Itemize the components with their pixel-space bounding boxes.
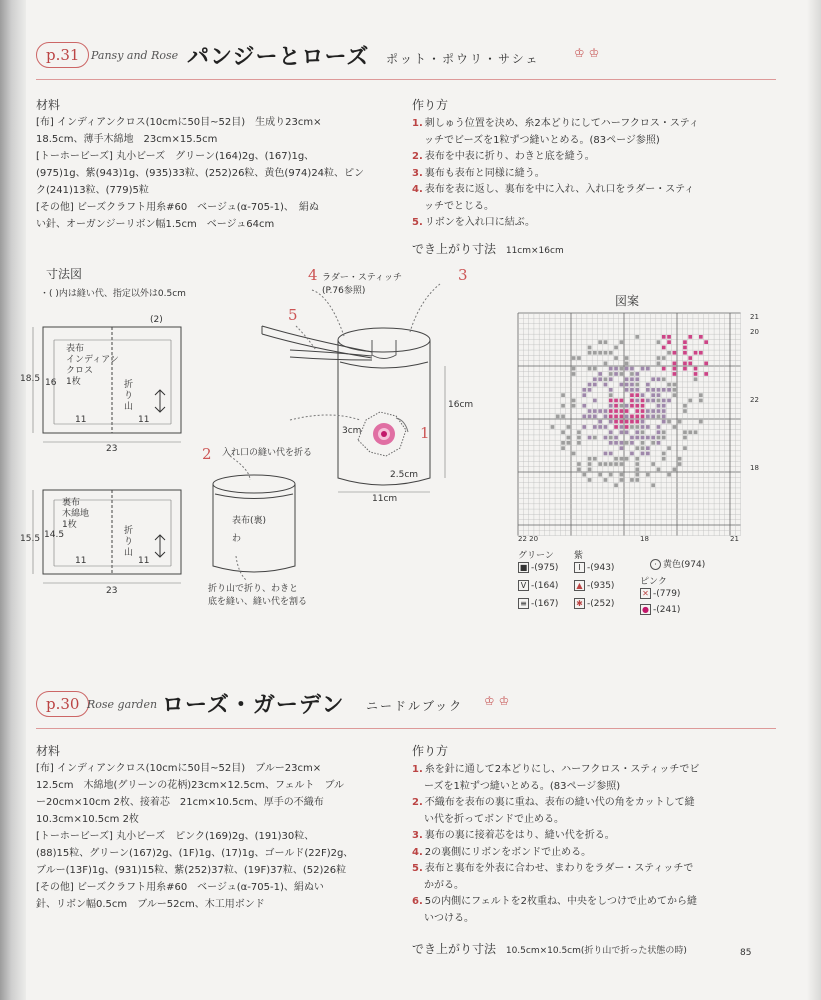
materials-heading-2: 材料 (36, 744, 61, 758)
step-3-marker: 3 (458, 266, 468, 284)
step-number: 5. (412, 217, 423, 228)
outer-height: 18.5 (20, 374, 41, 384)
legend-swatch: ● (640, 604, 651, 615)
method-step-line: ッチでビーズを1粒ずつ縫いとめる。(83ページ参照) (424, 134, 660, 146)
chart-grid (518, 313, 741, 536)
materials-list-2 (36, 760, 396, 913)
lining-label-line: 1枚 (62, 520, 77, 530)
axis-top-right: 21 (750, 313, 759, 321)
step-number: 6. (412, 896, 423, 907)
outer-width: 23 (106, 444, 118, 454)
fold-label-char: 山 (124, 548, 134, 558)
diagram-note: ・( )内は縫い代、指定以外は0.5cm (40, 289, 186, 299)
method-step-line: 1. 刺しゅう位置を決め、糸2本どりにしてハーフクロス・スティ (412, 118, 699, 129)
lining-panel-label (62, 498, 112, 531)
step-number: 3. (412, 830, 423, 841)
crown-icon-2: ♔ ♔ (484, 694, 510, 708)
method-step-line: 5. リボンを入れ口に結ぶ。 (412, 217, 535, 228)
legend-yellow: · 黄色(974) (650, 557, 705, 570)
legend-swatch: I (574, 562, 585, 573)
finished-size-2: でき上がり寸法 10.5cm×10.5cm(折り山で折った状態の時) (412, 942, 687, 956)
materials-line: 針、リボン幅0.5cm ブルー52cm、木工用ボンド (36, 899, 265, 910)
method-step-line: ーズを1粒ずつ縫いとめる。(83ページ参照) (424, 780, 621, 792)
lining-fold-label (124, 526, 134, 559)
materials-line: 12.5cm 木綿地(グリーンの花柄)23cm×12.5cm、フェルト ブル (36, 780, 345, 791)
subtitle: ポット・ポウリ・サシェ (386, 52, 540, 66)
legend-code: -(935) (587, 581, 615, 591)
method-step-line: 3. 裏布も表布と同様に縫う。 (412, 167, 545, 179)
method-step-line: ッチでとじる。 (424, 200, 494, 212)
bag2-note-line: 底を縫い、縫い代を割る (208, 597, 308, 607)
legend-purple: 紫 (574, 551, 584, 561)
method-step-line: 4. 2の裏側にリボンをボンドで止める。 (412, 846, 592, 858)
legend-swatch: ■ (519, 563, 528, 572)
title-jp-2: ローズ・ガーデン (162, 693, 345, 718)
outer-half-left: 11 (75, 415, 87, 425)
outer-label-line: クロス (66, 366, 94, 376)
legend-green: グリーン (518, 551, 554, 561)
legend-swatch: ✕ (640, 588, 651, 599)
fold-label-char: 折 (124, 380, 134, 390)
subtitle-2: ニードルブック (366, 699, 464, 713)
lining-label-line: 裏布 (62, 498, 81, 508)
method-step-line: 2. 不織布を表布の裏に重ね、表布の縫い代の角をカットして縫 (412, 797, 695, 808)
legend-swatch: V (518, 580, 529, 591)
bag-dist: 3cm (342, 426, 362, 436)
title-jp: パンジーとローズ (187, 45, 370, 70)
bag2-label-line: わ (232, 534, 242, 544)
step-number: 3. (412, 167, 423, 179)
method-step-line: 5. 表布と裏布を外表に合わせ、まわりをラダー・スティッチで (412, 863, 694, 874)
outer-label-line: インディアン (66, 355, 119, 365)
step-number: 1. (412, 118, 423, 129)
method-step-line: かがる。 (424, 879, 464, 891)
materials-line: ク(241)13粒、(779)5粒 (36, 185, 149, 196)
lining-width: 23 (106, 586, 118, 596)
legend-item (518, 598, 558, 609)
step-2-marker: 2 (202, 445, 212, 463)
outer-half-right: 11 (138, 415, 150, 425)
legend-code: -(779) (653, 589, 681, 599)
axis-right-2: 22 (750, 396, 759, 404)
materials-line: [その他] ビーズクラフト用糸#60 ベージュ(α-705-1)、 絹ぬ (36, 202, 319, 213)
legend-item (640, 604, 680, 615)
fold-label-char: り (124, 537, 134, 547)
legend-item (574, 580, 614, 591)
legend-item (574, 562, 614, 573)
step-number: 5. (412, 863, 423, 874)
lining-half-right: 11 (138, 556, 150, 566)
materials-line: [トーホービーズ] 丸小ビーズ ピンク(169)2g、(191)30粒、 (36, 831, 315, 842)
seam-allowance-label: (2) (150, 315, 163, 325)
bag-bottom: 2.5cm (390, 470, 419, 480)
step-4-marker: 4 (308, 266, 318, 284)
step-number: 2. (412, 797, 423, 808)
page-number: 85 (740, 948, 752, 958)
legend-code: -(252) (587, 599, 615, 609)
outer-inner: 16 (45, 378, 57, 388)
method-steps-2 (412, 762, 772, 927)
step-number: 2. (412, 151, 423, 162)
fold-label-char: り (124, 391, 134, 401)
legend-code: -(167) (531, 599, 559, 609)
lining-height: 15.5 (20, 534, 41, 544)
crown-icon: ♔ ♔ (574, 46, 600, 60)
method-step-line: いつける。 (424, 912, 474, 924)
materials-line: い針、オーガンジーリボン幅1.5cm ベージュ64cm (36, 219, 275, 230)
step-2-label: 入れ口の縫い代を折る (222, 448, 313, 458)
fold-label-char: 折 (124, 526, 134, 536)
materials-heading: 材料 (36, 98, 61, 112)
bag-height: 16cm (448, 400, 474, 410)
materials-line: 10.3cm×10.5cm 2枚 (36, 814, 139, 825)
axis-bottom-mid: 18 (640, 535, 649, 543)
method-step-line: い代を折ってボンドで止める。 (424, 813, 564, 825)
method-step-line: 1. 糸を針に通して2本どりにし、ハーフクロス・スティッチでビ (412, 764, 700, 775)
bag2-label-line: 表布(裏) (232, 516, 267, 526)
step-4-label: ラダー・スティッチ (322, 273, 403, 283)
legend-item (518, 562, 558, 573)
method-step-line: 4. 表布を表に返し、裏布を中に入れ、入れ口をラダー・スティ (412, 184, 695, 195)
legend-item (518, 580, 558, 591)
bag2-note-line: 折り山で折り、わきと (208, 584, 299, 594)
materials-line: [布] インディアンクロス(10cmに50目~52目) 生成り23cm× (36, 117, 322, 128)
lining-half-left: 11 (75, 556, 87, 566)
step-1-marker: 1 (420, 424, 430, 442)
legend-item (574, 598, 614, 609)
legend-swatch: ≡ (518, 598, 529, 609)
lining-label-line: 木綿地 (62, 509, 90, 519)
chart-heading: 図案 (615, 294, 640, 308)
materials-line: [その他] ビーズクラフト用糸#60 ベージュ(α-705-1)、絹ぬい (36, 882, 324, 893)
page-ref-badge: p.31 (36, 42, 89, 68)
method-step-line: 6. 5の内側にフェルトを2枚重ね、中央をしつけで止めてから縫 (412, 896, 697, 907)
materials-line: [トーホービーズ] 丸小ビーズ グリーン(164)2g、(167)1g、 (36, 151, 315, 162)
outer-label-line: 表布 (66, 344, 85, 354)
step-5-marker: 5 (288, 306, 298, 324)
legend-swatch: ✱ (574, 598, 585, 609)
axis-bottom-right: 21 (730, 535, 739, 543)
materials-line: ー20cm×10cm 2枚、接着芯 21cm×10.5cm、厚手の不織布 (36, 797, 324, 808)
step-number: 4. (412, 846, 423, 858)
legend-item (640, 588, 680, 599)
legend-code: -(164) (531, 581, 559, 591)
legend-code: -(241) (653, 605, 681, 615)
axis-right-1: 20 (750, 328, 759, 336)
legend-code: -(943) (587, 563, 615, 573)
header-rule-2 (36, 728, 776, 729)
method-step-line: 3. 裏布の裏に接着芯をはり、縫い代を折る。 (412, 830, 615, 841)
bag2-label (232, 512, 282, 548)
lining-inner: 14.5 (44, 530, 65, 540)
legend-code: -(975) (531, 563, 559, 573)
materials-line: 18.5cm、薄手木綿地 23cm×15.5cm (36, 134, 218, 145)
finished-size: でき上がり寸法 11cm×16cm (412, 242, 564, 256)
materials-line: [布] インディアンクロス(10cmに50目~52目) ブルー23cm× (36, 763, 322, 774)
outer-fold-label (124, 380, 134, 413)
page-ref-badge-2: p.30 (36, 691, 89, 717)
method-step-line: 2. 表布を中表に折り、わきと底を縫う。 (412, 151, 595, 162)
legend-swatch: ▲ (574, 580, 585, 591)
method-heading-2: 作り方 (412, 744, 449, 758)
title-en-2: Rose garden (87, 698, 158, 711)
axis-right-3: 18 (750, 464, 759, 472)
method-heading: 作り方 (412, 98, 449, 112)
title-en: Pansy and Rose (91, 49, 179, 62)
outer-panel-label (66, 344, 126, 388)
materials-line: ブルー(13F)1g、(931)15粒、紫(252)37粒、(19F)37粒、(52)26粒 (36, 865, 347, 876)
step-number: 4. (412, 184, 423, 195)
axis-bottom-left: 22 20 (518, 535, 539, 543)
bag2-note (208, 583, 307, 609)
bag-width: 11cm (372, 494, 398, 504)
materials-line: (975)1g、紫(943)1g、(935)33粒、(252)26粒、黄色(974)24粒、ピン (36, 168, 365, 179)
step-number: 1. (412, 764, 423, 775)
step-4-ref: (P.76参照) (322, 286, 366, 296)
fold-label-char: 山 (124, 402, 134, 412)
outer-label-line: 1枚 (66, 377, 81, 387)
legend-pink: ピンク (640, 577, 667, 587)
materials-line: (88)15粒、グリーン(167)2g、(1F)1g、(17)1g、ゴールド(22F)2g、 (36, 848, 354, 859)
diagram-heading: 寸法図 (46, 267, 83, 281)
